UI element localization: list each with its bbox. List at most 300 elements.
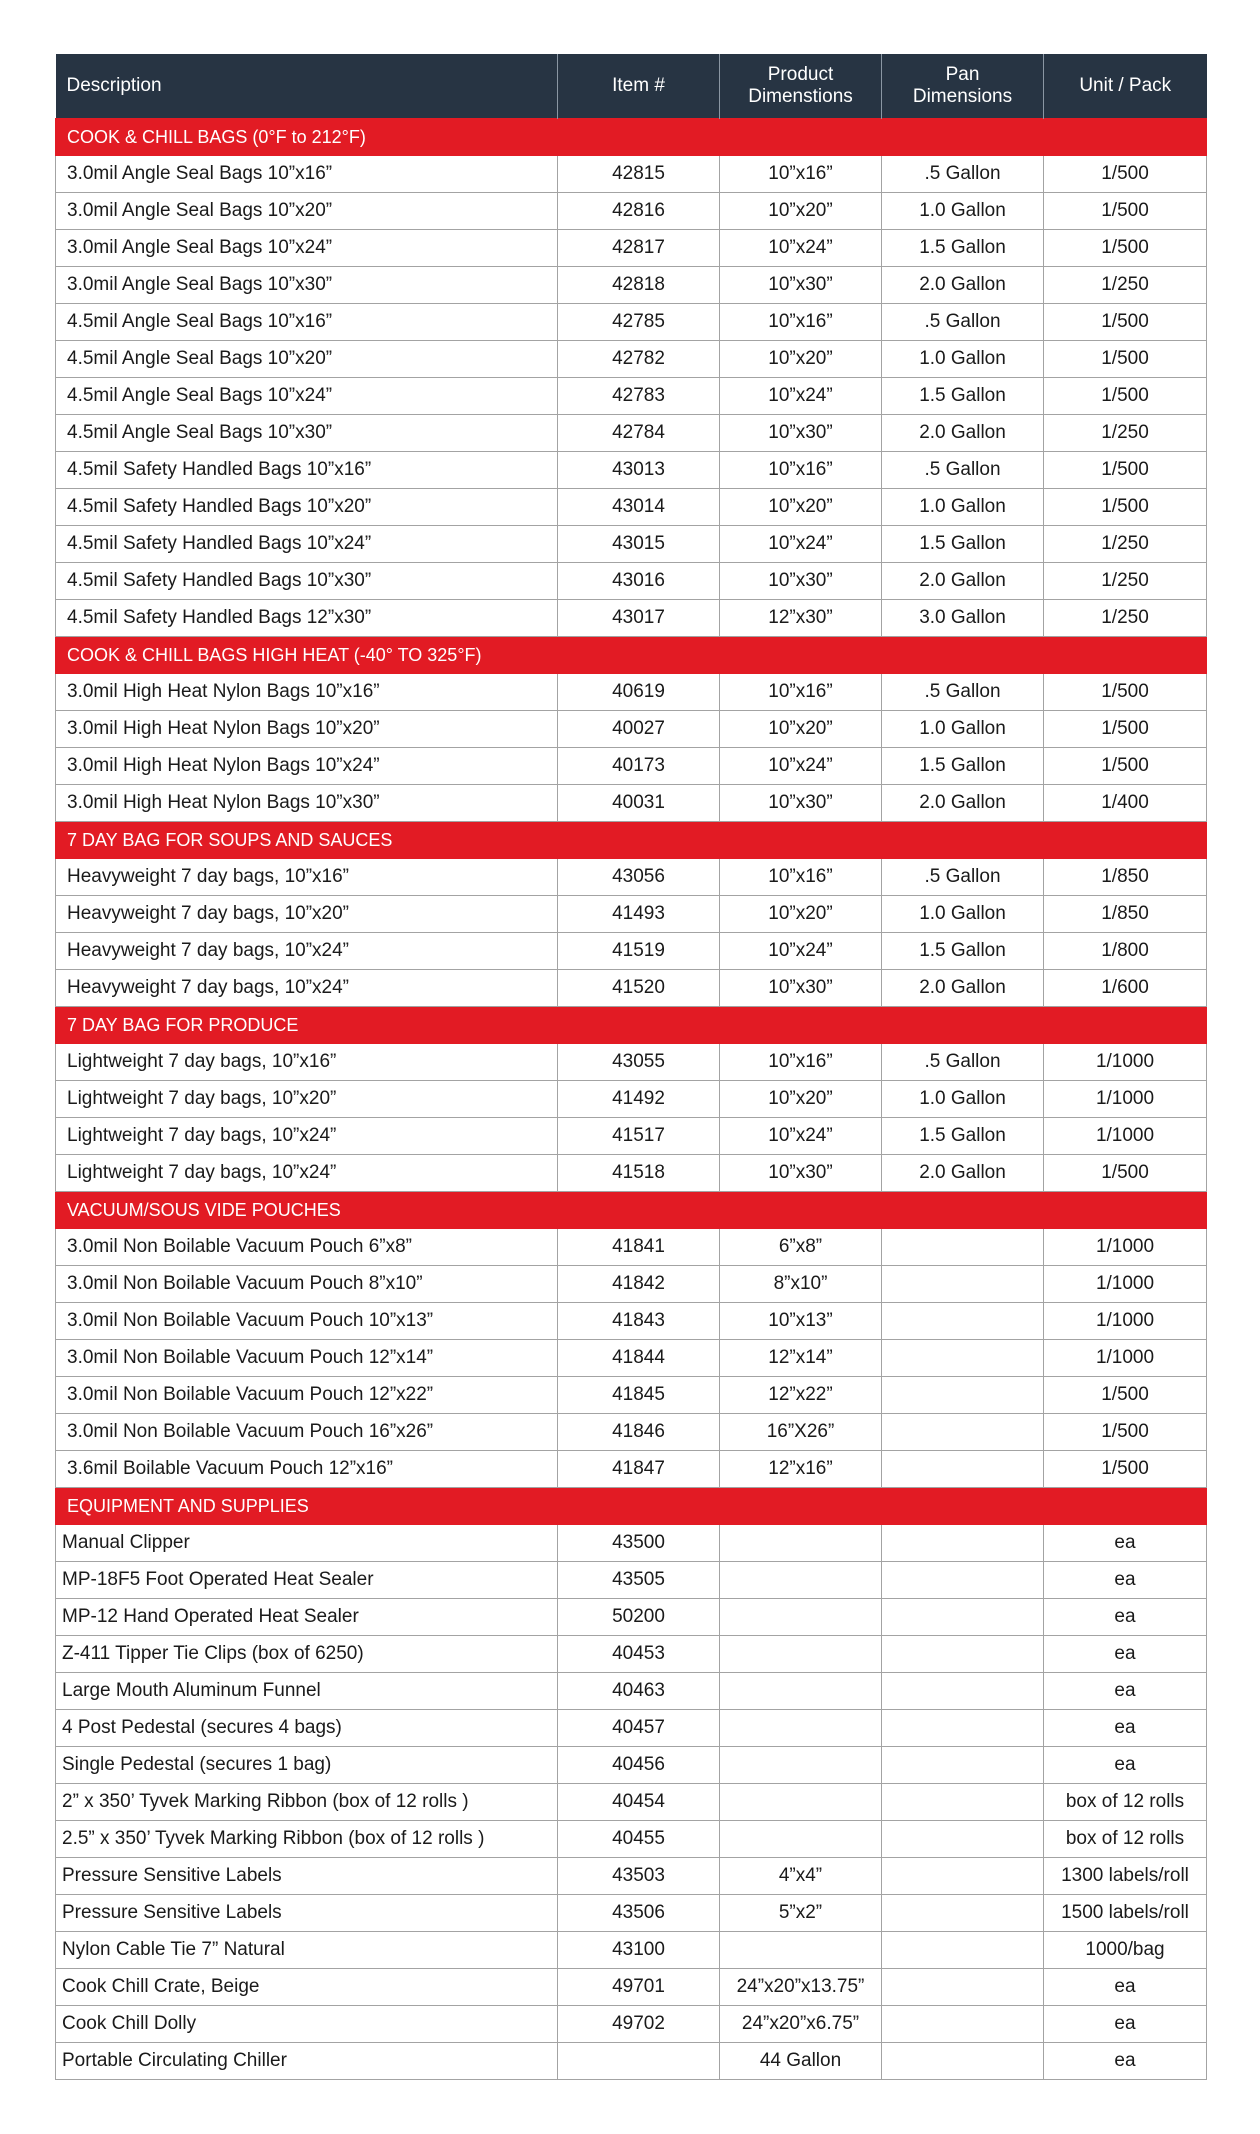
- table-row: [56, 970, 1207, 1007]
- cell-unit-pack: 1/500: [1044, 1451, 1207, 1488]
- cell-description: Heavyweight 7 day bags, 10”x16”: [56, 859, 558, 896]
- cell-pan-dimensions: 1.0 Gallon: [882, 193, 1044, 230]
- section-header-row: [56, 1488, 1207, 1525]
- header-product-dimensions-line1: Product: [767, 64, 834, 85]
- cell-pan-dimensions: [882, 1747, 1044, 1784]
- cell-description: Manual Clipper: [56, 1525, 558, 1562]
- cell-product-dimensions: 5”x2”: [720, 1895, 882, 1932]
- cell-unit-pack: 1/1000: [1044, 1044, 1207, 1081]
- table-row: [56, 1747, 1207, 1784]
- cell-unit-pack: 1/600: [1044, 970, 1207, 1007]
- cell-item-number: 49702: [558, 2006, 720, 2043]
- section-header-row: [56, 637, 1207, 674]
- cell-description: Portable Circulating Chiller: [56, 2043, 558, 2080]
- cell-product-dimensions: 10”x30”: [720, 563, 882, 600]
- header-pan-dimensions-line1: Pan: [945, 64, 980, 85]
- cell-description: 3.0mil High Heat Nylon Bags 10”x20”: [56, 711, 558, 748]
- table-row: [56, 1895, 1207, 1932]
- table-row: [56, 1377, 1207, 1414]
- cell-unit-pack: ea: [1044, 1969, 1207, 2006]
- cell-unit-pack: ea: [1044, 2006, 1207, 2043]
- cell-pan-dimensions: 2.0 Gallon: [882, 267, 1044, 304]
- cell-item-number: 50200: [558, 1599, 720, 1636]
- table-row: [56, 1229, 1207, 1266]
- table-row: [56, 933, 1207, 970]
- cell-unit-pack: 1/500: [1044, 674, 1207, 711]
- cell-item-number: 49701: [558, 1969, 720, 2006]
- cell-product-dimensions: 24”x20”x13.75”: [720, 1969, 882, 2006]
- cell-description: 3.0mil Non Boilable Vacuum Pouch 10”x13”: [56, 1303, 558, 1340]
- cell-description: MP-18F5 Foot Operated Heat Sealer: [56, 1562, 558, 1599]
- cell-pan-dimensions: .5 Gallon: [882, 452, 1044, 489]
- cell-product-dimensions: [720, 1525, 882, 1562]
- cell-unit-pack: 1/500: [1044, 748, 1207, 785]
- table-row: [56, 711, 1207, 748]
- cell-product-dimensions: 10”x13”: [720, 1303, 882, 1340]
- cell-item-number: 41844: [558, 1340, 720, 1377]
- table-row: [56, 563, 1207, 600]
- cell-item-number: 43015: [558, 526, 720, 563]
- cell-description: 3.0mil Non Boilable Vacuum Pouch 16”x26”: [56, 1414, 558, 1451]
- cell-unit-pack: 1/500: [1044, 1414, 1207, 1451]
- cell-unit-pack: 1/850: [1044, 859, 1207, 896]
- cell-item-number: 43055: [558, 1044, 720, 1081]
- cell-item-number: 41846: [558, 1414, 720, 1451]
- cell-product-dimensions: [720, 1710, 882, 1747]
- cell-description: Pressure Sensitive Labels: [56, 1858, 558, 1895]
- cell-description: Nylon Cable Tie 7” Natural: [56, 1932, 558, 1969]
- cell-item-number: 43014: [558, 489, 720, 526]
- product-table: [55, 54, 1207, 2080]
- table-row: [56, 489, 1207, 526]
- cell-product-dimensions: [720, 1636, 882, 1673]
- table-row: [56, 156, 1207, 193]
- cell-product-dimensions: 10”x20”: [720, 341, 882, 378]
- cell-product-dimensions: 10”x30”: [720, 970, 882, 1007]
- cell-item-number: 43056: [558, 859, 720, 896]
- cell-pan-dimensions: [882, 1340, 1044, 1377]
- cell-pan-dimensions: .5 Gallon: [882, 859, 1044, 896]
- cell-description: Single Pedestal (secures 1 bag): [56, 1747, 558, 1784]
- cell-pan-dimensions: 3.0 Gallon: [882, 600, 1044, 637]
- table-body: [56, 119, 1207, 2080]
- cell-pan-dimensions: [882, 1932, 1044, 1969]
- cell-pan-dimensions: [882, 1710, 1044, 1747]
- cell-unit-pack: box of 12 rolls: [1044, 1784, 1207, 1821]
- cell-description: 4.5mil Angle Seal Bags 10”x20”: [56, 341, 558, 378]
- cell-product-dimensions: 10”x24”: [720, 378, 882, 415]
- cell-item-number: 41519: [558, 933, 720, 970]
- cell-product-dimensions: 10”x16”: [720, 452, 882, 489]
- section-title: COOK & CHILL BAGS (0°F to 212°F): [56, 119, 1207, 156]
- cell-description: 3.0mil High Heat Nylon Bags 10”x24”: [56, 748, 558, 785]
- table-row: [56, 896, 1207, 933]
- cell-product-dimensions: 24”x20”x6.75”: [720, 2006, 882, 2043]
- cell-item-number: 43013: [558, 452, 720, 489]
- cell-description: Pressure Sensitive Labels: [56, 1895, 558, 1932]
- cell-pan-dimensions: .5 Gallon: [882, 1044, 1044, 1081]
- cell-item-number: 41845: [558, 1377, 720, 1414]
- section-header-row: [56, 1192, 1207, 1229]
- section-header-row: [56, 119, 1207, 156]
- cell-item-number: 41492: [558, 1081, 720, 1118]
- cell-pan-dimensions: [882, 1451, 1044, 1488]
- cell-description: 4.5mil Safety Handled Bags 10”x16”: [56, 452, 558, 489]
- cell-pan-dimensions: [882, 1525, 1044, 1562]
- cell-description: 4.5mil Safety Handled Bags 10”x20”: [56, 489, 558, 526]
- cell-pan-dimensions: [882, 1673, 1044, 1710]
- table-row: [56, 859, 1207, 896]
- cell-description: 3.0mil Non Boilable Vacuum Pouch 6”x8”: [56, 1229, 558, 1266]
- table-row: [56, 1414, 1207, 1451]
- table-row: [56, 1636, 1207, 1673]
- cell-pan-dimensions: .5 Gallon: [882, 156, 1044, 193]
- cell-product-dimensions: 6”x8”: [720, 1229, 882, 1266]
- cell-unit-pack: 1/500: [1044, 1155, 1207, 1192]
- table-row: [56, 1710, 1207, 1747]
- table-row: [56, 1821, 1207, 1858]
- section-header-row: [56, 822, 1207, 859]
- cell-item-number: 42782: [558, 341, 720, 378]
- cell-description: MP-12 Hand Operated Heat Sealer: [56, 1599, 558, 1636]
- cell-unit-pack: 1/1000: [1044, 1303, 1207, 1340]
- table-row: [56, 1266, 1207, 1303]
- cell-pan-dimensions: [882, 1303, 1044, 1340]
- cell-pan-dimensions: 1.5 Gallon: [882, 526, 1044, 563]
- table-row: [56, 1451, 1207, 1488]
- cell-product-dimensions: 10”x16”: [720, 674, 882, 711]
- cell-item-number: 42816: [558, 193, 720, 230]
- cell-product-dimensions: 10”x20”: [720, 489, 882, 526]
- cell-description: Heavyweight 7 day bags, 10”x24”: [56, 970, 558, 1007]
- cell-description: Lightweight 7 day bags, 10”x24”: [56, 1118, 558, 1155]
- cell-description: 2” x 350’ Tyvek Marking Ribbon (box of 12 rolls ): [56, 1784, 558, 1821]
- cell-product-dimensions: 10”x30”: [720, 267, 882, 304]
- cell-item-number: 40031: [558, 785, 720, 822]
- cell-unit-pack: 1/250: [1044, 563, 1207, 600]
- cell-description: 3.0mil Non Boilable Vacuum Pouch 8”x10”: [56, 1266, 558, 1303]
- header-pan-dimensions-line2: Dimensions: [912, 86, 1013, 107]
- cell-product-dimensions: 10”x24”: [720, 933, 882, 970]
- cell-description: Heavyweight 7 day bags, 10”x20”: [56, 896, 558, 933]
- cell-item-number: 42785: [558, 304, 720, 341]
- table-row: [56, 785, 1207, 822]
- cell-pan-dimensions: [882, 1784, 1044, 1821]
- cell-pan-dimensions: [882, 1377, 1044, 1414]
- cell-unit-pack: 1300 labels/roll: [1044, 1858, 1207, 1895]
- table-row: [56, 2043, 1207, 2080]
- table-row: [56, 267, 1207, 304]
- cell-unit-pack: ea: [1044, 1599, 1207, 1636]
- table-row: [56, 526, 1207, 563]
- cell-unit-pack: 1/1000: [1044, 1118, 1207, 1155]
- cell-unit-pack: 1/500: [1044, 489, 1207, 526]
- header-product-dimensions: [720, 54, 882, 119]
- cell-pan-dimensions: 2.0 Gallon: [882, 970, 1044, 1007]
- cell-product-dimensions: 10”x30”: [720, 785, 882, 822]
- cell-unit-pack: 1/250: [1044, 526, 1207, 563]
- cell-product-dimensions: [720, 1562, 882, 1599]
- cell-product-dimensions: 8”x10”: [720, 1266, 882, 1303]
- cell-pan-dimensions: 1.0 Gallon: [882, 1081, 1044, 1118]
- header-item-number: Item #: [558, 54, 720, 119]
- cell-unit-pack: 1/800: [1044, 933, 1207, 970]
- cell-unit-pack: 1/500: [1044, 193, 1207, 230]
- cell-pan-dimensions: 2.0 Gallon: [882, 1155, 1044, 1192]
- cell-pan-dimensions: [882, 1599, 1044, 1636]
- cell-description: 4.5mil Safety Handled Bags 10”x30”: [56, 563, 558, 600]
- cell-product-dimensions: 10”x20”: [720, 1081, 882, 1118]
- section-title: EQUIPMENT AND SUPPLIES: [56, 1488, 1207, 1525]
- cell-item-number: 42815: [558, 156, 720, 193]
- cell-item-number: 43505: [558, 1562, 720, 1599]
- cell-description: 4.5mil Safety Handled Bags 10”x24”: [56, 526, 558, 563]
- cell-description: 3.0mil Non Boilable Vacuum Pouch 12”x22”: [56, 1377, 558, 1414]
- cell-unit-pack: 1/500: [1044, 1377, 1207, 1414]
- cell-product-dimensions: 10”x24”: [720, 748, 882, 785]
- table-row: [56, 1081, 1207, 1118]
- cell-item-number: 41517: [558, 1118, 720, 1155]
- cell-pan-dimensions: [882, 1895, 1044, 1932]
- cell-item-number: 43100: [558, 1932, 720, 1969]
- cell-unit-pack: 1/250: [1044, 600, 1207, 637]
- cell-item-number: 42817: [558, 230, 720, 267]
- table-row: [56, 748, 1207, 785]
- cell-pan-dimensions: 1.0 Gallon: [882, 341, 1044, 378]
- cell-product-dimensions: [720, 1673, 882, 1710]
- cell-unit-pack: ea: [1044, 1747, 1207, 1784]
- table-row: [56, 1303, 1207, 1340]
- cell-unit-pack: 1500 labels/roll: [1044, 1895, 1207, 1932]
- cell-unit-pack: ea: [1044, 1525, 1207, 1562]
- product-table-container: [55, 54, 1206, 2080]
- cell-item-number: 40455: [558, 1821, 720, 1858]
- cell-product-dimensions: 10”x30”: [720, 1155, 882, 1192]
- cell-item-number: 43506: [558, 1895, 720, 1932]
- cell-item-number: 41847: [558, 1451, 720, 1488]
- cell-product-dimensions: [720, 1599, 882, 1636]
- cell-product-dimensions: 12”x14”: [720, 1340, 882, 1377]
- cell-description: 3.0mil High Heat Nylon Bags 10”x30”: [56, 785, 558, 822]
- table-row: [56, 341, 1207, 378]
- cell-unit-pack: 1/500: [1044, 304, 1207, 341]
- cell-pan-dimensions: [882, 1562, 1044, 1599]
- table-row: [56, 1599, 1207, 1636]
- header-pan-dimensions: [882, 54, 1044, 119]
- cell-pan-dimensions: .5 Gallon: [882, 304, 1044, 341]
- cell-unit-pack: 1/500: [1044, 711, 1207, 748]
- table-row: [56, 1044, 1207, 1081]
- cell-unit-pack: 1/1000: [1044, 1266, 1207, 1303]
- cell-description: 3.0mil High Heat Nylon Bags 10”x16”: [56, 674, 558, 711]
- cell-item-number: 42783: [558, 378, 720, 415]
- table-row: [56, 674, 1207, 711]
- cell-pan-dimensions: [882, 1414, 1044, 1451]
- table-row: [56, 1969, 1207, 2006]
- table-row: [56, 452, 1207, 489]
- cell-unit-pack: 1/500: [1044, 341, 1207, 378]
- cell-pan-dimensions: 1.5 Gallon: [882, 933, 1044, 970]
- cell-pan-dimensions: [882, 1266, 1044, 1303]
- cell-product-dimensions: 12”x16”: [720, 1451, 882, 1488]
- cell-pan-dimensions: [882, 2006, 1044, 2043]
- cell-item-number: 40173: [558, 748, 720, 785]
- section-title: COOK & CHILL BAGS HIGH HEAT (-40° TO 325°F): [56, 637, 1207, 674]
- table-header: [56, 54, 1207, 119]
- cell-pan-dimensions: [882, 1229, 1044, 1266]
- cell-description: 4.5mil Angle Seal Bags 10”x24”: [56, 378, 558, 415]
- cell-product-dimensions: [720, 1821, 882, 1858]
- section-title: 7 DAY BAG FOR SOUPS AND SAUCES: [56, 822, 1207, 859]
- cell-unit-pack: ea: [1044, 1673, 1207, 1710]
- cell-pan-dimensions: [882, 1821, 1044, 1858]
- cell-unit-pack: 1/250: [1044, 267, 1207, 304]
- cell-unit-pack: 1000/bag: [1044, 1932, 1207, 1969]
- table-row: [56, 415, 1207, 452]
- cell-item-number: 43503: [558, 1858, 720, 1895]
- cell-unit-pack: 1/500: [1044, 378, 1207, 415]
- cell-item-number: 42784: [558, 415, 720, 452]
- cell-pan-dimensions: 1.0 Gallon: [882, 489, 1044, 526]
- cell-pan-dimensions: 1.5 Gallon: [882, 748, 1044, 785]
- cell-product-dimensions: 10”x16”: [720, 859, 882, 896]
- cell-product-dimensions: 12”x22”: [720, 1377, 882, 1414]
- table-row: [56, 304, 1207, 341]
- cell-product-dimensions: 12”x30”: [720, 600, 882, 637]
- cell-description: Heavyweight 7 day bags, 10”x24”: [56, 933, 558, 970]
- cell-pan-dimensions: 1.5 Gallon: [882, 378, 1044, 415]
- cell-description: 3.0mil Angle Seal Bags 10”x30”: [56, 267, 558, 304]
- cell-product-dimensions: 10”x20”: [720, 896, 882, 933]
- cell-unit-pack: ea: [1044, 2043, 1207, 2080]
- cell-product-dimensions: 10”x30”: [720, 415, 882, 452]
- cell-description: 3.0mil Angle Seal Bags 10”x24”: [56, 230, 558, 267]
- cell-description: 3.0mil Angle Seal Bags 10”x16”: [56, 156, 558, 193]
- cell-description: Lightweight 7 day bags, 10”x16”: [56, 1044, 558, 1081]
- cell-pan-dimensions: 2.0 Gallon: [882, 563, 1044, 600]
- cell-product-dimensions: 10”x16”: [720, 304, 882, 341]
- cell-item-number: 40463: [558, 1673, 720, 1710]
- cell-unit-pack: 1/1000: [1044, 1340, 1207, 1377]
- cell-product-dimensions: [720, 1784, 882, 1821]
- cell-item-number: 40619: [558, 674, 720, 711]
- cell-description: 4.5mil Angle Seal Bags 10”x16”: [56, 304, 558, 341]
- cell-product-dimensions: 10”x20”: [720, 711, 882, 748]
- table-row: [56, 193, 1207, 230]
- cell-pan-dimensions: .5 Gallon: [882, 674, 1044, 711]
- table-row: [56, 378, 1207, 415]
- cell-item-number: 40457: [558, 1710, 720, 1747]
- cell-item-number: 43017: [558, 600, 720, 637]
- table-row: [56, 2006, 1207, 2043]
- cell-pan-dimensions: [882, 2043, 1044, 2080]
- cell-item-number: 41843: [558, 1303, 720, 1340]
- cell-product-dimensions: 10”x16”: [720, 156, 882, 193]
- cell-unit-pack: 1/850: [1044, 896, 1207, 933]
- cell-product-dimensions: [720, 1747, 882, 1784]
- section-title: 7 DAY BAG FOR PRODUCE: [56, 1007, 1207, 1044]
- cell-unit-pack: 1/250: [1044, 415, 1207, 452]
- section-title: VACUUM/SOUS VIDE POUCHES: [56, 1192, 1207, 1229]
- cell-unit-pack: 1/400: [1044, 785, 1207, 822]
- cell-item-number: 43016: [558, 563, 720, 600]
- cell-description: 3.0mil Angle Seal Bags 10”x20”: [56, 193, 558, 230]
- table-row: [56, 1118, 1207, 1155]
- header-product-dimensions-line2: Dimenstions: [748, 86, 853, 107]
- cell-item-number: 40027: [558, 711, 720, 748]
- header-description: Description: [56, 54, 558, 119]
- table-row: [56, 1340, 1207, 1377]
- cell-description: 4 Post Pedestal (secures 4 bags): [56, 1710, 558, 1747]
- cell-item-number: [558, 2043, 720, 2080]
- cell-item-number: 41520: [558, 970, 720, 1007]
- cell-unit-pack: ea: [1044, 1710, 1207, 1747]
- header-unit-pack: Unit / Pack: [1044, 54, 1207, 119]
- cell-item-number: 41841: [558, 1229, 720, 1266]
- table-row: [56, 1673, 1207, 1710]
- cell-product-dimensions: 10”x20”: [720, 193, 882, 230]
- cell-pan-dimensions: 1.0 Gallon: [882, 711, 1044, 748]
- cell-description: 3.0mil Non Boilable Vacuum Pouch 12”x14”: [56, 1340, 558, 1377]
- cell-description: Cook Chill Crate, Beige: [56, 1969, 558, 2006]
- cell-unit-pack: 1/500: [1044, 230, 1207, 267]
- table-row: [56, 1858, 1207, 1895]
- table-row: [56, 1784, 1207, 1821]
- cell-description: Cook Chill Dolly: [56, 2006, 558, 2043]
- section-header-row: [56, 1007, 1207, 1044]
- cell-unit-pack: 1/500: [1044, 156, 1207, 193]
- cell-item-number: 40454: [558, 1784, 720, 1821]
- cell-description: 3.6mil Boilable Vacuum Pouch 12”x16”: [56, 1451, 558, 1488]
- cell-item-number: 40456: [558, 1747, 720, 1784]
- cell-description: Large Mouth Aluminum Funnel: [56, 1673, 558, 1710]
- cell-product-dimensions: 10”x24”: [720, 526, 882, 563]
- cell-unit-pack: ea: [1044, 1562, 1207, 1599]
- cell-item-number: 43500: [558, 1525, 720, 1562]
- cell-description: 2.5” x 350’ Tyvek Marking Ribbon (box of 12 rolls ): [56, 1821, 558, 1858]
- cell-product-dimensions: 44 Gallon: [720, 2043, 882, 2080]
- cell-pan-dimensions: 1.5 Gallon: [882, 1118, 1044, 1155]
- cell-product-dimensions: 16”X26”: [720, 1414, 882, 1451]
- cell-pan-dimensions: 2.0 Gallon: [882, 415, 1044, 452]
- cell-description: Z-411 Tipper Tie Clips (box of 6250): [56, 1636, 558, 1673]
- cell-product-dimensions: 10”x24”: [720, 230, 882, 267]
- cell-unit-pack: box of 12 rolls: [1044, 1821, 1207, 1858]
- cell-item-number: 41518: [558, 1155, 720, 1192]
- cell-pan-dimensions: [882, 1858, 1044, 1895]
- cell-unit-pack: ea: [1044, 1636, 1207, 1673]
- cell-description: 4.5mil Angle Seal Bags 10”x30”: [56, 415, 558, 452]
- cell-unit-pack: 1/500: [1044, 452, 1207, 489]
- cell-pan-dimensions: [882, 1636, 1044, 1673]
- header-row: [56, 54, 1207, 119]
- cell-item-number: 40453: [558, 1636, 720, 1673]
- cell-unit-pack: 1/1000: [1044, 1081, 1207, 1118]
- cell-pan-dimensions: 1.5 Gallon: [882, 230, 1044, 267]
- cell-product-dimensions: [720, 1932, 882, 1969]
- cell-product-dimensions: 10”x16”: [720, 1044, 882, 1081]
- cell-item-number: 42818: [558, 267, 720, 304]
- cell-pan-dimensions: [882, 1969, 1044, 2006]
- table-row: [56, 1525, 1207, 1562]
- cell-description: Lightweight 7 day bags, 10”x24”: [56, 1155, 558, 1192]
- cell-pan-dimensions: 1.0 Gallon: [882, 896, 1044, 933]
- cell-unit-pack: 1/1000: [1044, 1229, 1207, 1266]
- table-row: [56, 1562, 1207, 1599]
- cell-pan-dimensions: 2.0 Gallon: [882, 785, 1044, 822]
- cell-item-number: 41493: [558, 896, 720, 933]
- table-row: [56, 1932, 1207, 1969]
